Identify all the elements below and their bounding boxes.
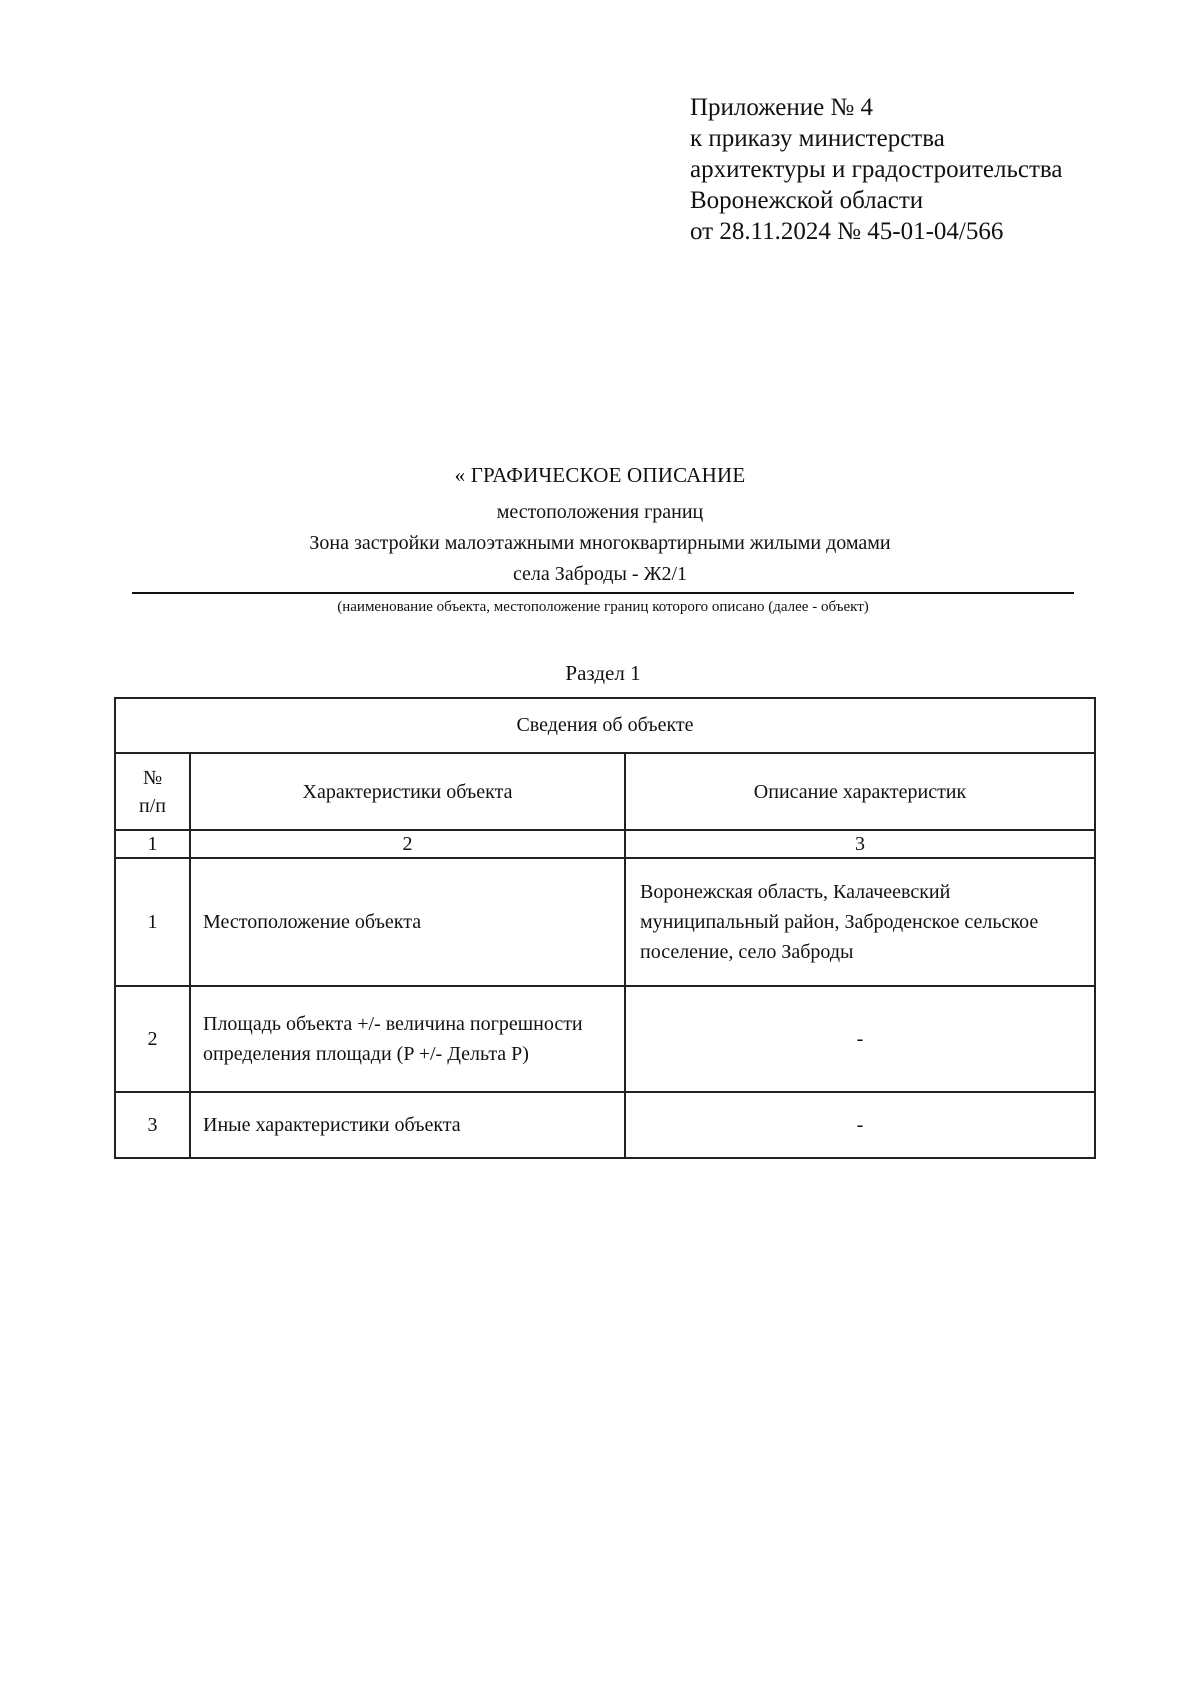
row-description: Воронежская область, Калачеевский муниципальный район, Заброденское сельское поселение, село Заброды <box>625 858 1095 986</box>
table-row <box>115 1092 1095 1158</box>
subtitle-line: местоположения границ <box>496 501 704 523</box>
document-subtitle <box>0 497 1200 590</box>
table-caption: Сведения об объекте <box>115 698 1095 753</box>
section-label: Раздел 1 <box>565 661 641 685</box>
column-header-description: Описание характеристик <box>625 753 1095 830</box>
row-characteristic: Площадь объекта +/- величина погрешности определения площади (P +/- Дельта P) <box>190 986 625 1092</box>
column-header-number-text: № п/п <box>139 766 166 817</box>
row-number: 1 <box>115 858 190 986</box>
subtitle-line: Зона застройки малоэтажными многоквартирными жилыми домами <box>309 532 891 554</box>
column-number-row <box>115 830 1095 858</box>
appendix-line: Воронежской области <box>690 187 924 214</box>
appendix-reference <box>690 92 1170 247</box>
object-caption: (наименование объекта, местоположение границ которого описано (далее - объект) <box>337 599 869 615</box>
object-info-table <box>114 697 1096 1159</box>
row-description: - <box>625 1092 1095 1158</box>
row-characteristic: Местоположение объекта <box>190 858 625 986</box>
column-number: 3 <box>625 830 1095 858</box>
title-underline <box>132 592 1074 594</box>
appendix-line: Приложение № 4 <box>690 94 874 121</box>
appendix-line: архитектуры и градостроительства <box>690 156 1063 183</box>
table-header-row <box>115 753 1095 830</box>
column-number: 1 <box>115 830 190 858</box>
column-header-characteristic: Характеристики объекта <box>190 753 625 830</box>
table-row <box>115 858 1095 986</box>
row-characteristic: Иные характеристики объекта <box>190 1092 625 1158</box>
row-description: - <box>625 986 1095 1092</box>
subtitle-line: села Заброды - Ж2/1 <box>512 563 688 585</box>
document-title: « ГРАФИЧЕСКОЕ ОПИСАНИЕ <box>454 463 746 487</box>
column-number: 2 <box>190 830 625 858</box>
row-number: 3 <box>115 1092 190 1158</box>
table-row <box>115 986 1095 1092</box>
row-number: 2 <box>115 986 190 1092</box>
appendix-line: от 28.11.2024 № 45-01-04/566 <box>690 218 1004 245</box>
appendix-line: к приказу министерства <box>690 125 945 152</box>
table-caption-row <box>115 698 1095 753</box>
column-header-number <box>115 753 190 830</box>
